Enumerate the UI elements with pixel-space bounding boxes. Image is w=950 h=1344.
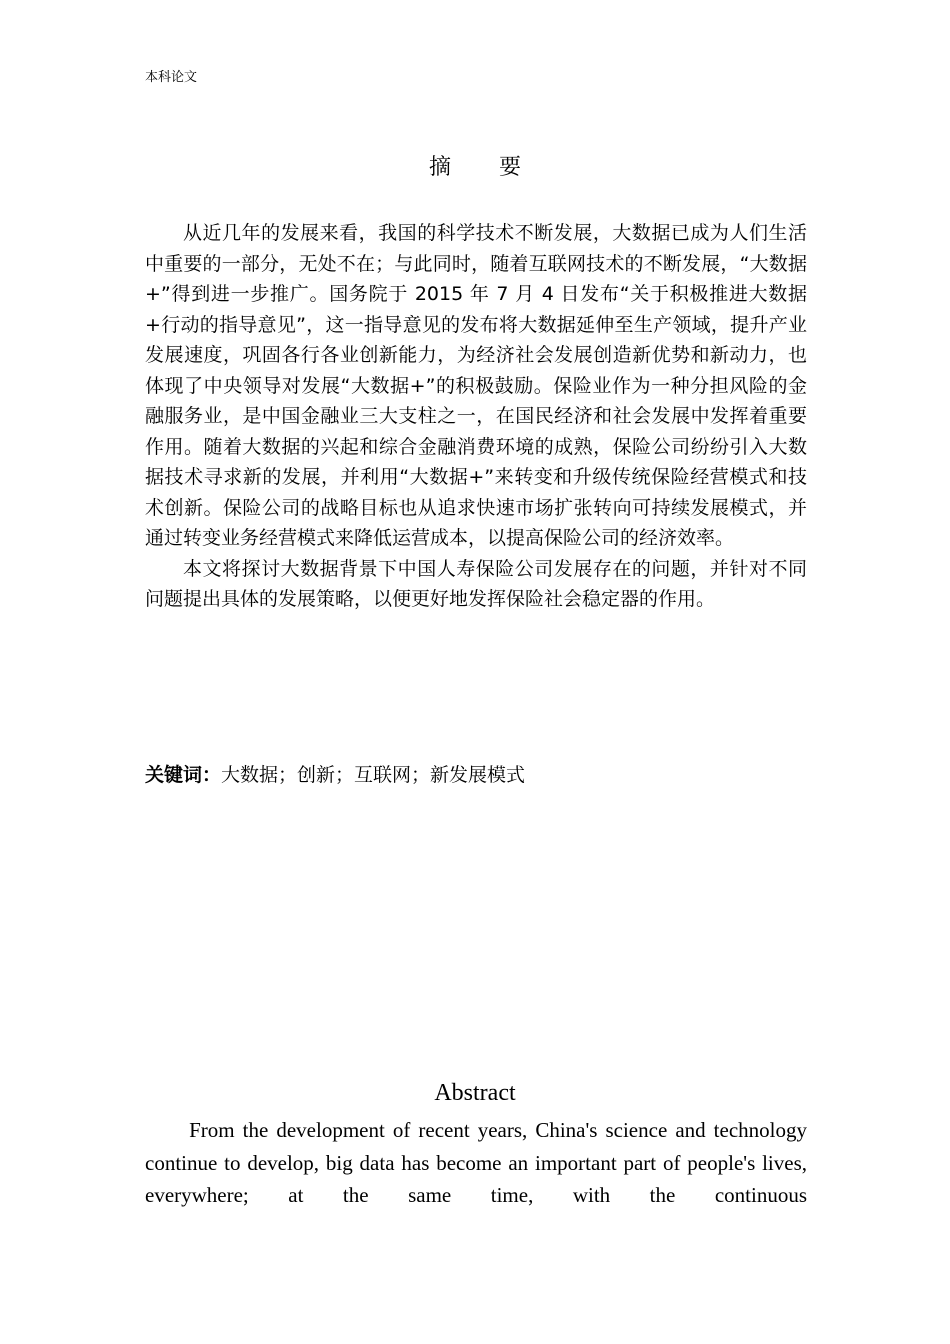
running-header: 本科论文 [145,70,198,85]
abstract-body-en [145,1114,807,1212]
abstract-title-cn: 摘要 [428,155,569,180]
abstract-paragraph-cn-2: 本文将探讨大数据背景下中国人寿保险公司发展存在的问题，并针对不同问题提出具体的发展策略，以便更好地发挥保险社会稳定器的作用。 [145,557,807,610]
keywords-text: 大数据；创新；互联网；新发展模式 [221,764,526,786]
keywords-line [145,760,525,790]
abstract-title-en: Abstract [434,1080,516,1106]
abstract-body-cn [145,218,807,615]
keywords-label: 关键词： [145,764,222,786]
abstract-paragraph-cn-1: 从近几年的发展来看，我国的科学技术不断发展，大数据已成为人们生活中重要的一部分，无处不在；与此同时，随着互联网技术的不断发展，“大数据+”得到进一步推广。国务院于 2015 年 7 月 4 日发布“关于积极推进大数据+行动的指导意见”，这一指导意见的发布将大数据延伸至生产领域，提升产业发展速度，巩固各行各业创新能力，为经济社会发展创造新优势和新动力，也体现了中央领导对发展“大数据+”的积极鼓励。保险业作为一种分担风险的金融服务业，是中国金融业三大支柱之一，在国民经济和社会发展中发挥着重要作用。随着大数据的兴起和综合金融消费环境的成熟，保险公司纷纷引入大数据技术寻求新的发展，并利用“大数据+”来转变和升级传统保险经营模式和技术创新。保险公司的战略目标也从追求快速市场扩张转向可持续发展模式，并通过转变业务经营模式来降低运营成本，以提高保险公司的经济效率。 [145,222,807,549]
abstract-paragraph-en-1: From the development of recent years, China's science and technology continue to develop, big data has become an important part of people's lives, everywhere; at the same time, with the continuous [145,1118,807,1207]
